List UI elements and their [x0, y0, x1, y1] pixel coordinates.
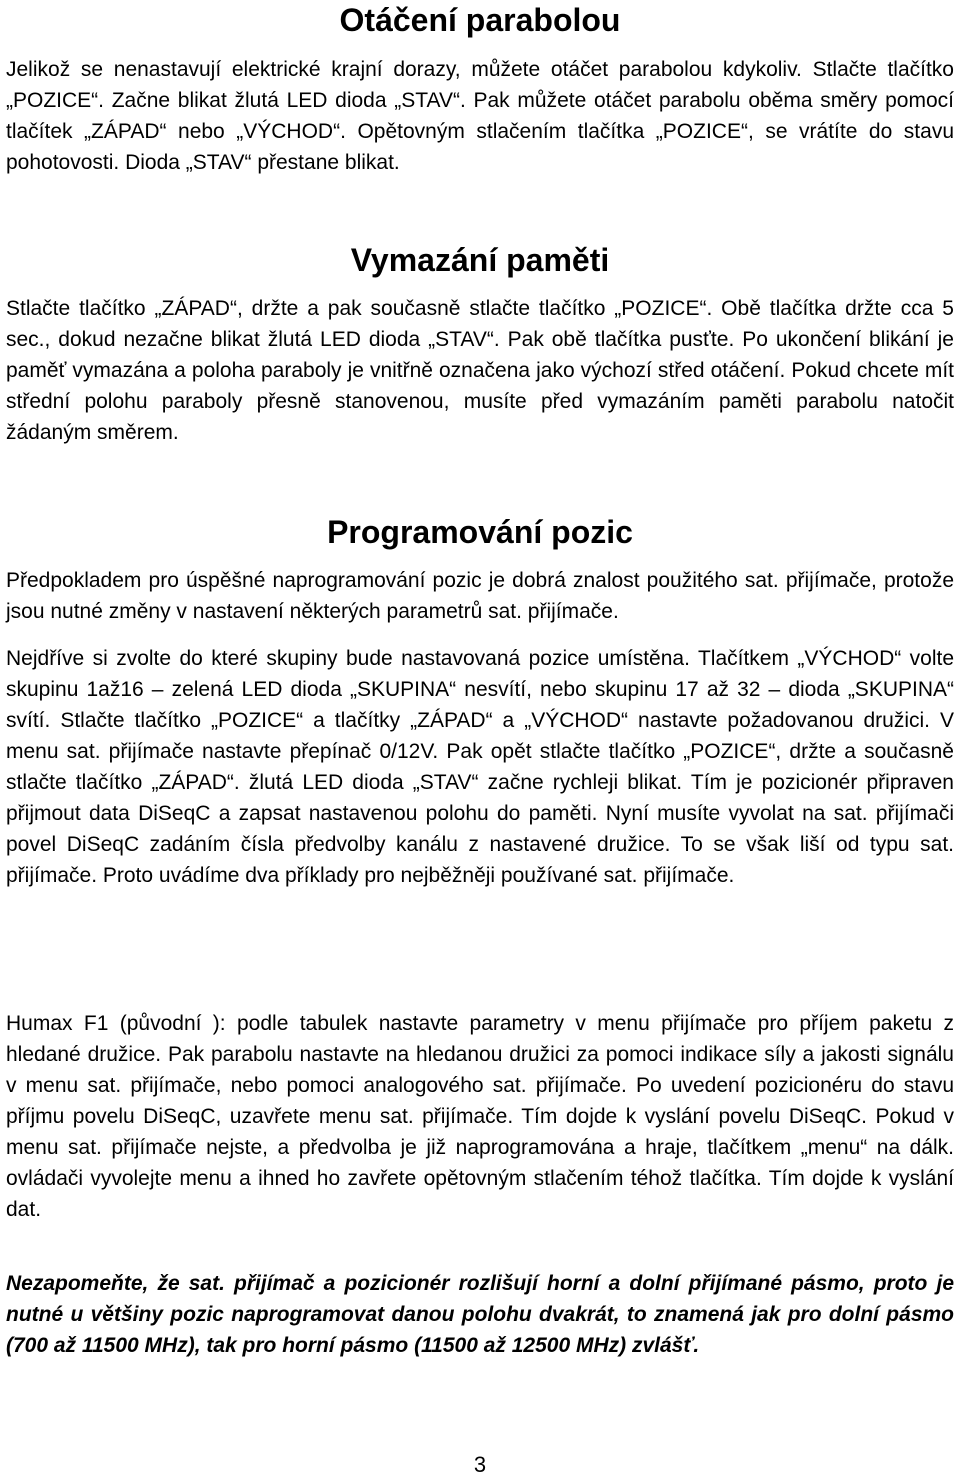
paragraph-otaceni: Jelikož se nenastavují elektrické krajní dorazy, můžete otáčet parabolou kdykoliv. Stlačte tlačítko „POZICE“. Začne blikat žlutá LED dioda „STAV“. Pak můžete otáčet parabolu oběma směry pomocí tlačítek „ZÁPAD“ nebo „VÝCHOD“. Opětovným stlačením tlačítka „POZICE“, se vrátíte do stavu pohotovosti. Dioda „STAV“ přestane blikat. [6, 58, 954, 174]
heading-programovani-pozic: Programování pozic [327, 514, 633, 550]
paragraph-upozorneni: Nezapomeňte, že sat. přijímač a pozicionér rozlišují horní a dolní přijímané pásmo, proto je nutné u většiny pozic naprogramovat danou polohu dvakrát, to znamená jak pro dolní pásmo (700 až 11500 MHz), tak pro horní pásmo (11500 až 12500 MHz) zvlášť. [6, 1272, 954, 1357]
heading-otaceni-parabolou: Otáčení parabolou [339, 2, 621, 38]
paragraph-vymazani: Stlačte tlačítko „ZÁPAD“, držte a pak současně stlačte tlačítko „POZICE“. Obě tlačítka držte cca 5 sec., dokud nezačne blikat žlutá LED dioda „STAV“. Pak obě tlačítka pusťte. Po ukončení blikání je paměť vymazána a poloha paraboly je vnitřně označena jako výchozí střed otáčení. Pokud chcete mít střední polohu paraboly přesně stanovenou, musíte před vymazáním paměti parabolu natočit žádaným směrem. [6, 297, 954, 444]
paragraph-humax: Humax F1 (původní ): podle tabulek nastavte parametry v menu přijímače pro příjem paketu z hledané družice. Pak parabolu nastavte na hledanou družici za pomoci indikace síly a jakosti signálu v menu sat. přijímače, nebo pomoci analogového sat. přijímače. Po uvedení pozicionéru do stavu příjmu povelu DiSeqC, uzavřete menu sat. přijímače. Tím dojde k vyslání povelu DiSeqC. Pokud v menu sat. přijímače nejste, a předvolba je již naprogramována a hraje, tlačítkem „menu“ na dálk. ovládači vyvolejte menu a ihned ho zavřete opětovným stlačením téhož tlačítka. Tím dojde k vyslání dat. [6, 1012, 954, 1221]
heading-vymazani-pameti: Vymazání paměti [350, 242, 610, 278]
paragraph-predpoklad: Předpokladem pro úspěšné naprogramování pozic je dobrá znalost použitého sat. přijímače, protože jsou nutné změny v nastavení některých parametrů sat. přijímače. [6, 569, 954, 623]
paragraph-postup: Nejdříve si zvolte do které skupiny bude nastavovaná pozice umístěna. Tlačítkem „VÝCHOD“ volte skupinu 1až16 – zelená LED dioda „SKUPINA“ nesvítí, nebo skupinu 17 až 32 – dioda „SKUPINA“ svítí. Stlačte tlačítko „POZICE“ a tlačítky „ZÁPAD“ a „VÝCHOD“ nastavte požadovanou družici. V menu sat. přijímače nastavte přepínač 0/12V. Pak opět stlačte tlačítko „POZICE“, držte a současně stlačte tlačítko „ZÁPAD“. žlutá LED dioda „STAV“ začne rychleji blikat. Tím je pozicionér připraven přijmout data DiSeqC a zapsat nastavenou polohu do paměti. Nyní musíte vyvolat na sat. přijímači povel DiSeqC zadáním čísla předvolby kanálu z nastavené družice. To se však liší od typu sat. přijímače. Proto uvádíme dva příklady pro nejběžněji používané sat. přijímače. [6, 647, 954, 887]
page-number: 3 [473, 1452, 487, 1477]
